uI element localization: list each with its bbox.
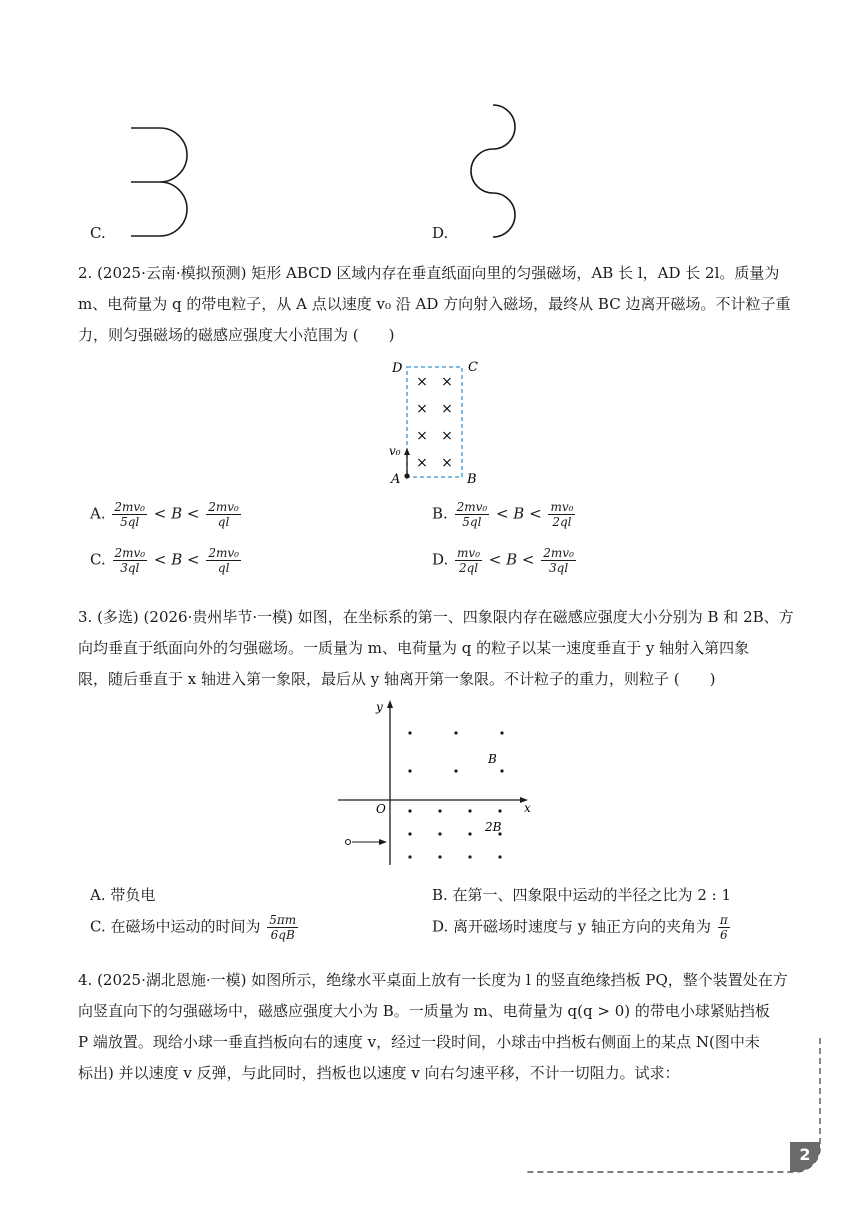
q2-fig-label-c: C [468, 360, 478, 375]
q4-stem-line3: P 端放置。现给小球一垂直挡板向右的速度 v，经过一段时间，小球击中挡板右侧面上的某点 N(图中未 [78, 1033, 760, 1051]
q1-option-d-figure [460, 100, 535, 245]
q3-option-b[interactable]: B. 在第一、四象限中运动的半径之比为 2 : 1 [432, 886, 732, 904]
q3-option-c[interactable]: C. 在磁场中运动的时间为 $\frac{5\pi m}{6qB}$ [90, 913, 297, 942]
svg-text:×: × [416, 401, 428, 417]
q2-option-b[interactable]: B. $\frac{\text{2mv₀}}{5ql}$ < B < $\frac{\text{mv₀}}{2ql}$ [432, 500, 574, 529]
svg-text:×: × [416, 374, 428, 390]
q3-stem-line3: 限，随后垂直于 x 轴进入第一象限，最后从 y 轴离开第一象限。不计粒子的重力，则粒子 ( ) [78, 670, 716, 688]
page-corner-decoration [520, 1030, 830, 1180]
q1-option-d-label: D. [432, 224, 449, 242]
q1-option-c-figure [125, 120, 200, 245]
q2-stem-line3: 力，则匀强磁场的磁感应强度大小范围为 ( ) [78, 326, 395, 344]
q2-stem-line1: 2. (2025·云南·模拟预测) 矩形 ABCD 区域内存在垂直纸面向里的匀强磁场，AB 长 l，AD 长 2l。质量为 [78, 264, 780, 282]
q2-fig-label-v0: v₀ [389, 444, 401, 458]
q3-option-d[interactable]: D. 离开磁场时速度与 y 轴正方向的夹角为 $\frac{\pi}{6}$ [432, 913, 728, 942]
svg-text:×: × [441, 401, 453, 417]
q3-label-b: B [488, 752, 497, 766]
q2-stem-line2: m、电荷量为 q 的带电粒子，从 A 点以速度 v₀ 沿 AD 方向射入磁场，最终从 BC 边离开磁场。不计粒子重 [78, 295, 791, 313]
q4-stem-line4: 标出) 并以速度 v 反弹，与此同时，挡板也以速度 v 向右匀速平移，不计一切阻力。试求： [78, 1064, 680, 1082]
q1-option-c-label: C. [90, 224, 106, 242]
q2-fig-label-b: B [467, 472, 477, 487]
q3-option-a[interactable]: A. 带负电 [90, 886, 156, 904]
q2-field-crosses [416, 374, 453, 471]
q3-origin-label: O [376, 802, 386, 816]
q2-option-d[interactable]: D. $\frac{\text{mv₀}}{2ql}$ < B < $\frac{\text{2mv₀}}{3ql}$ [432, 546, 574, 575]
q2-figure-rectangle-field [385, 355, 495, 490]
q3-figure-coordinate-field [335, 695, 540, 870]
svg-text:×: × [441, 374, 453, 390]
q3-field-dots-2b [408, 809, 501, 858]
page-number: 2 [799, 1145, 811, 1164]
q3-axis-x-label: x [524, 801, 531, 815]
q2-fig-label-d: D [392, 361, 403, 376]
q4-stem-line2: 向竖直向下的匀强磁场中，磁感应强度大小为 B。一质量为 m、电荷量为 q(q > 0) 的带电小球紧贴挡板 [78, 1002, 770, 1020]
q2-option-c[interactable]: C. $\frac{\text{2mv₀}}{3ql}$ < B < $\frac{\text{2mv₀}}{ql}$ [90, 546, 239, 575]
q3-axis-y-label: y [376, 700, 383, 714]
q3-stem-line2: 向均垂直于纸面向外的匀强磁场。一质量为 m、电荷量为 q 的粒子以某一速度垂直于 y 轴射入第四象 [78, 639, 750, 657]
q2-fig-label-a: A [391, 472, 401, 487]
svg-text:×: × [416, 428, 428, 444]
q2-option-a[interactable]: A. $\frac{\text{2mv₀}}{5ql}$ < B < $\frac{\text{2mv₀}}{ql}$ [90, 500, 239, 529]
svg-text:×: × [441, 428, 453, 444]
svg-text:×: × [441, 455, 453, 471]
svg-text:×: × [416, 455, 428, 471]
q4-stem-line1: 4. (2025·湖北恩施·一模) 如图所示，绝缘水平桌面上放有一长度为 l 的竖直绝缘挡板 PQ，整个装置处在方 [78, 971, 788, 989]
q3-stem-line1: 3. (多选) (2026·贵州毕节·一模) 如图，在坐标系的第一、四象限内存在磁感应强度大小分别为 B 和 2B、方 [78, 608, 794, 626]
q3-label-2b: 2B [485, 820, 502, 834]
